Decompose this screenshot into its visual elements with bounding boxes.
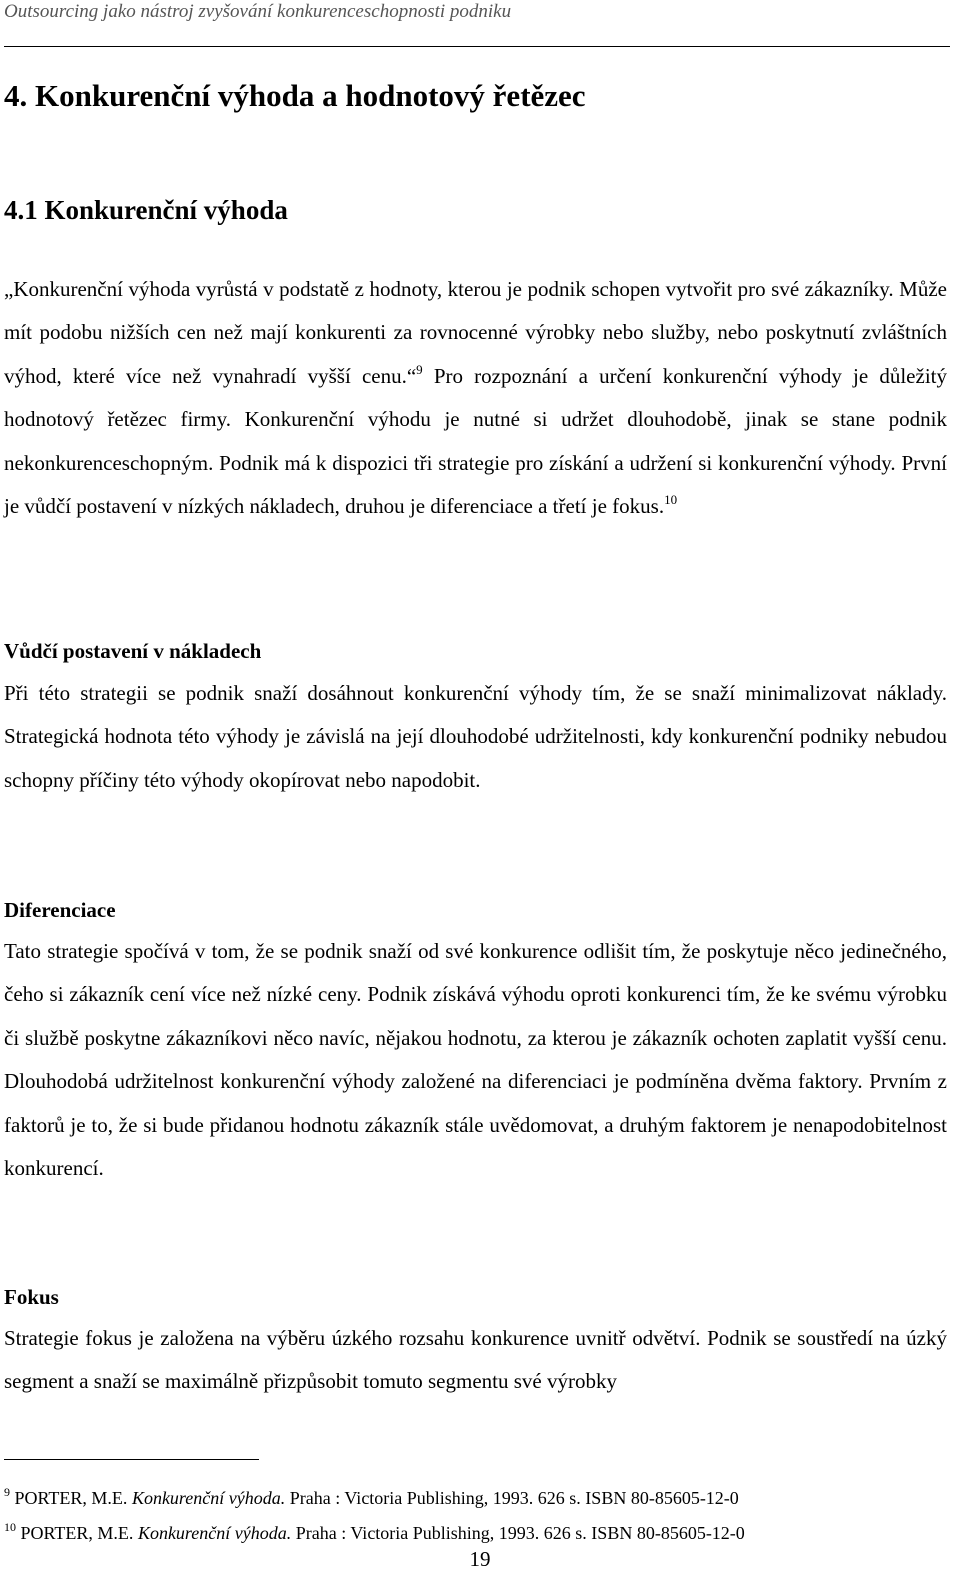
differentiation-paragraph: Tato strategie spočívá v tom, že se podnik snaží od své konkurence odlišit tím, že poskytuje něco jedinečného, čeho si zákazník cení více než nízké ceny. Podnik získává výhodu oproti konkurenci tím, že ke svému výrobku či službě poskytne zákazníkovi něco navíc, nějakou hodnotu, za kterou je zákazník ochoten zaplatit vyšší cenu. Dlouhodobá udržitelnost konkurenční výhody založené na diferenciaci je podmíněna dvěma faktory. Prvním z faktorů je to, že si bude přidanou hodnotu zákazník stále uvědomovat, a druhým faktorem je nenapodobitelnost konkurencí. (4, 939, 947, 1181)
intro-text-a: „Konkurenční výhoda vyrůstá v podstatě z hodnoty, kterou je podnik schopen vytvořit pro své zákazníky. Může mít podobu nižších cen než mají konkurenti za rovnocenné výrobky nebo služby, nebo poskytnutí zvláštních výhod, které více než vynahradí vyšší cenu.“ (4, 277, 947, 388)
chapter-title: 4. Konkurenční výhoda a hodnotový řetězec (4, 78, 586, 113)
focus-heading: Fokus (4, 1285, 59, 1309)
footnote-number: 9 (4, 1485, 10, 1499)
intro-text-b: Pro rozpoznání a určení konkurenční výhody je důležitý hodnotový řetězec firmy. Konkurenční výhodu je nutné si udržet dlouhodobě, jinak se stane podnik nekonkurenceschopným. Podnik má k dispozici tři strategie pro získání a udržení si konkurenční výhody. První je vůdčí postavení v nízkých nákladech, druhou je diferenciace a třetí je fokus. (4, 363, 947, 519)
footnote-ref-10[interactable]: 10 (664, 492, 678, 508)
footnote-number: 10 (4, 1520, 16, 1534)
footnote-rule (4, 1459, 259, 1460)
header-rule (4, 46, 950, 47)
footnote-author: PORTER, M.E. (16, 1523, 138, 1543)
footnote-10 (4, 1521, 950, 1545)
footnote-publication: Praha : Victoria Publishing, 1993. 626 s. ISBN 80-85605-12-0 (285, 1488, 739, 1508)
section-title: 4.1 Konkurenční výhoda (4, 195, 288, 225)
cost-leadership-heading: Vůdčí postavení v nákladech (4, 639, 262, 663)
footnote-work-title: Konkurenční výhoda. (131, 1488, 286, 1508)
running-header: Outsourcing jako nástroj zvyšování konkurenceschopnosti podniku (4, 1, 512, 22)
cost-leadership-paragraph: Při této strategii se podnik snaží dosáhnout konkurenční výhody tím, že se snaží minimalizovat náklady. Strategická hodnota této výhody je závislá na její dlouhodobé udržitelnosti, kdy konkurenční podniky nebudou schopny příčiny této výhody okopírovat nebo napodobit. (4, 681, 947, 792)
differentiation-heading: Diferenciace (4, 898, 116, 922)
footnote-publication: Praha : Victoria Publishing, 1993. 626 s. ISBN 80-85605-12-0 (291, 1523, 745, 1543)
footnote-author: PORTER, M.E. (10, 1488, 132, 1508)
footnote-9 (4, 1486, 950, 1510)
focus-paragraph: Strategie fokus je založena na výběru úzkého rozsahu konkurence uvnitř odvětví. Podnik se soustředí na úzký segment a snaží se maximálně přizpůsobit tomuto segmentu své výrobky (4, 1326, 947, 1394)
footnote-work-title: Konkurenční výhoda. (137, 1523, 292, 1543)
intro-paragraph (4, 268, 947, 528)
page-number: 19 (469, 1547, 491, 1571)
footnote-ref-9[interactable]: 9 (416, 361, 423, 377)
